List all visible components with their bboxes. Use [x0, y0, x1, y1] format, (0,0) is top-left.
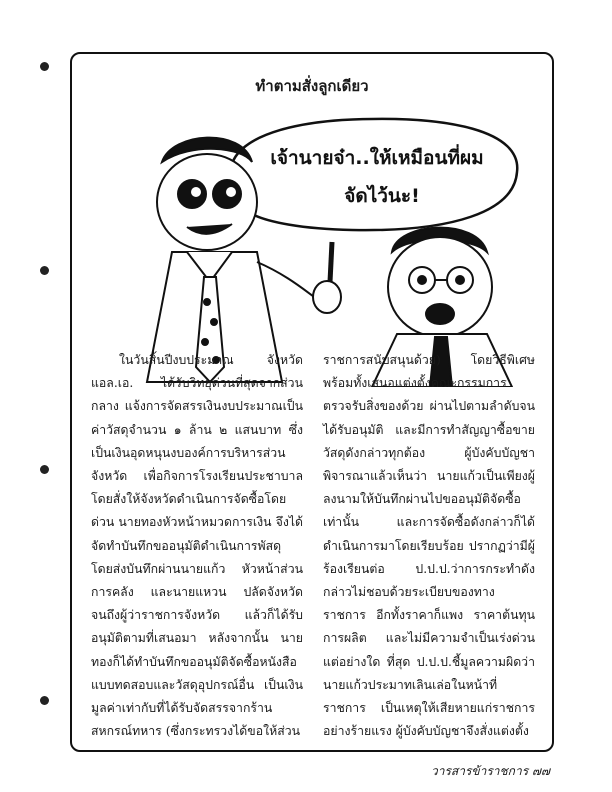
article-frame	[70, 52, 554, 752]
article-title: ทำตามสั่งลูกเดียว	[255, 77, 369, 95]
article-column-right	[323, 349, 535, 743]
binder-hole-bottom	[40, 696, 49, 705]
cartoon-illustration	[92, 102, 537, 387]
binder-hole-lower	[40, 465, 49, 474]
paragraph-left: ในวันสิ้นปีงบประมาณ จังหวัดแอล.เอ. ได้รับวิทยุด่วนที่สุดจากส่วนกลาง แจ้งการจัดสรรเงินงบประมาณเป็นค่าวัสดุจำนวน ๑ ล้าน ๒ แสนบาท ซึ่งเป็นเงินอุดหนุนงบองค์การบริหารส่วนจังหวัด เพื่อกิจการโรงเรียนประชาบาล โดยสั่งให้จังหวัดดำเนินการจัดซื้อโดยด่วน นายทองหัวหน้าหมวดการเงิน จึงได้จัดทำบันทึกขออนุมัติดำเนินการพัสดุ โดยส่งบันทึกผ่านนายแก้ว หัวหน้าส่วนการคลัง และนายแหวน ปลัดจังหวัดจนถึงผู้ว่าราชการจังหวัด แล้วก็ได้รับอนุมัติตามที่เสนอมา หลังจากนั้น นายทองก็ได้ทำบันทึกขออนุมัติจัดซื้อหนังสือแบบทดสอบและวัสดุอุปกรณ์อื่น เป็นเงินมูลค่าเท่ากับที่ได้รับจัดสรรจากร้านสหกรณ์ทหาร (ซึ่งกระทรวงได้ขอให้ส่วน	[91, 353, 303, 739]
speech-line-1: เจ้านายจ๋า..ให้เหมือนที่ผม	[270, 147, 484, 169]
speech-line-2: จัดไว้นะ!	[344, 185, 420, 207]
page-footer: วารสารข้าราชการ ๗๗	[430, 764, 550, 778]
binder-hole-top	[40, 62, 49, 71]
paragraph-right: ราชการสนับสนุนด้วย) โดยวิธีพิเศษ พร้อมทั้งเสนอแต่งตั้งคณะกรรมการตรวจรับสิ่งของด้วย ผ่านไปตามลำดับจนได้รับอนุมัติ และมีการทำสัญญาซื้อขายวัสดุดังกล่าวทุกต้อง ผู้บังคับบัญชาพิจารณาแล้วเห็นว่า นายแก้วเป็นเพียงผู้ลงนามให้บันทึกผ่านไปขออนุมัติจัดซื้อเท่านั้น และการจัดซื้อดังกล่าวก็ได้ดำเนินการมาโดยเรียบร้อย ปรากฏว่ามีผู้ร้องเรียนต่อ ป.ป.ป.ว่าการกระทำดังกล่าวไม่ชอบด้วยระเบียบของทางราชการ อีกทั้งราคาก็แพง ราคาต้นทุนการผลิต และไม่มีความจำเป็นเร่งด่วนแต่อย่างใด ที่สุด ป.ป.ป.ชี้มูลความผิดว่า นายแก้วประมาทเลินเล่อในหน้าที่ราชการ เป็นเหตุให้เสียหายแก่ราชการอย่างร้ายแรง ผู้บังคับบัญชาจึงสั่งแต่งตั้ง	[323, 353, 535, 739]
article-column-left	[91, 349, 303, 743]
binder-hole-middle	[40, 266, 49, 275]
speech-bubble	[212, 119, 517, 242]
